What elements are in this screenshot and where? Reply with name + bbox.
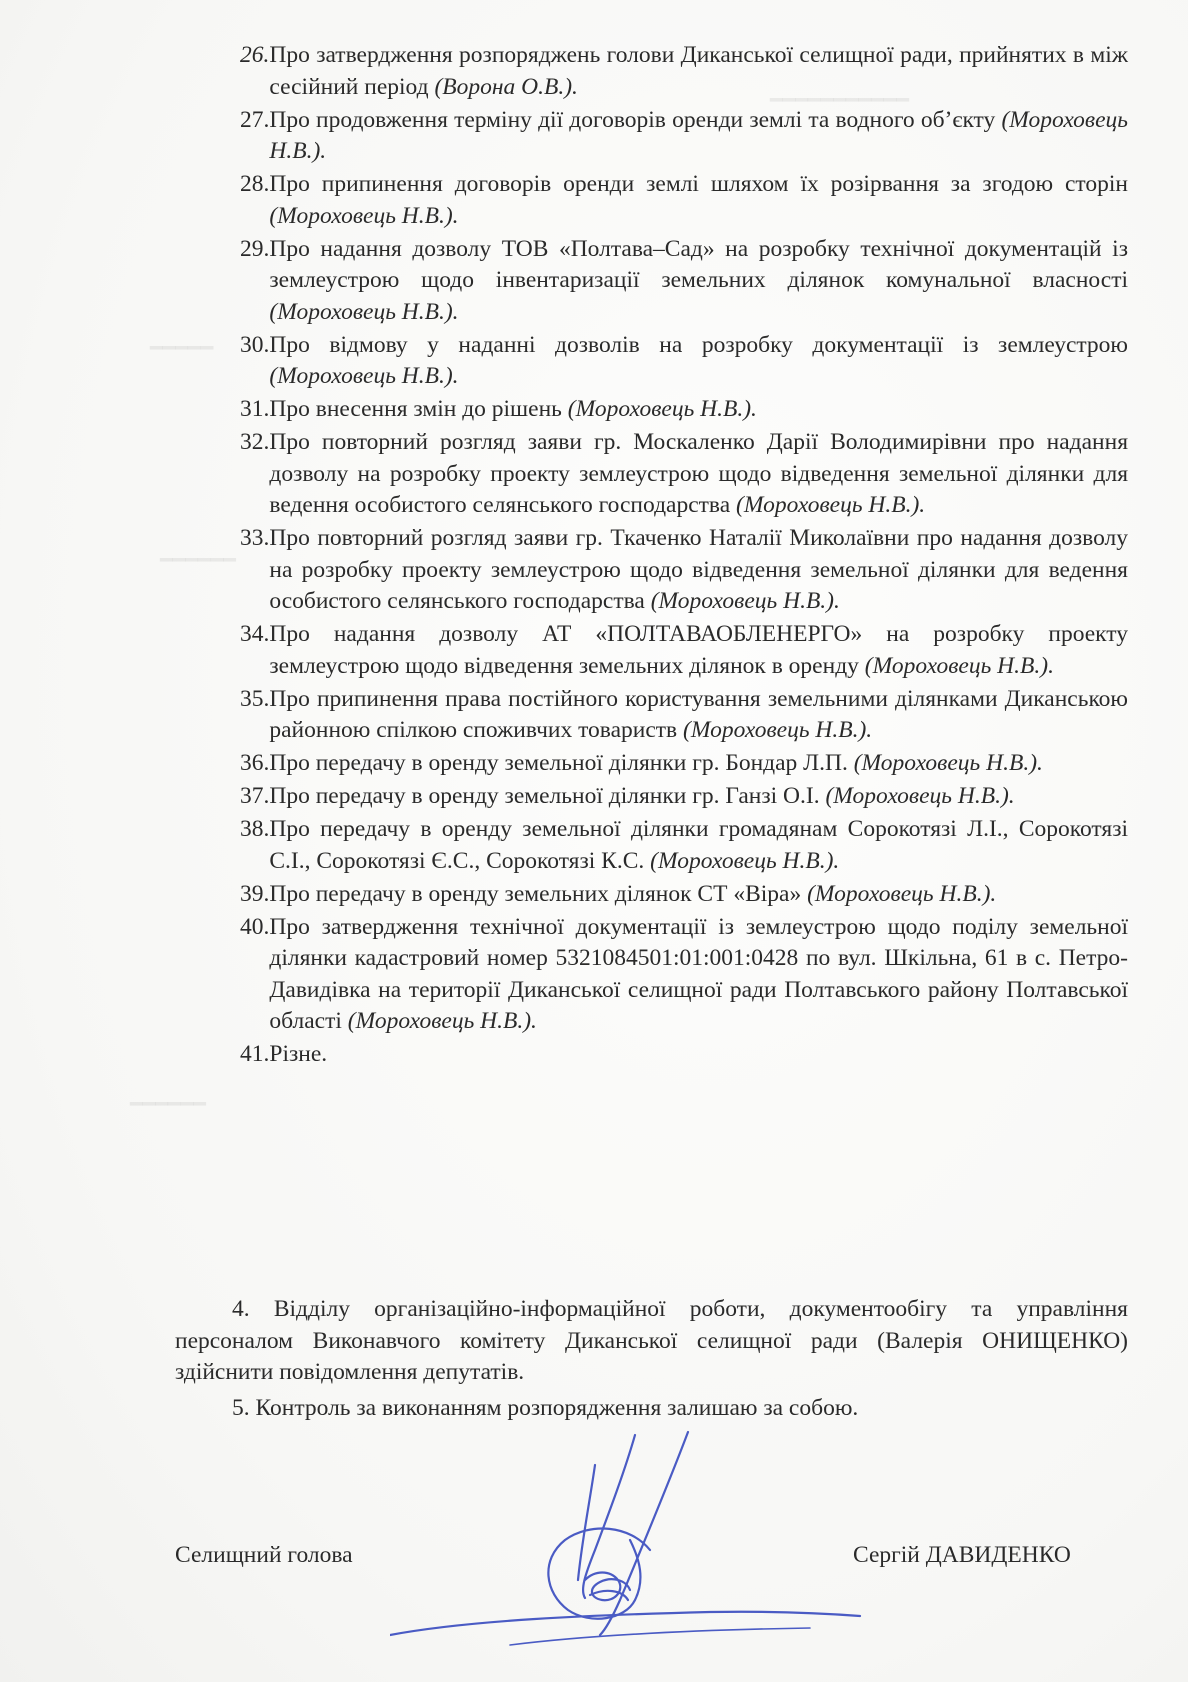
agenda-item-title: Про припинення права постійного користування земельними ділянками Диканською районною спілкою споживчих товариств xyxy=(269,685,1128,743)
signatory-name: Сергій ДАВИДЕНКО xyxy=(853,1542,1071,1568)
agenda-item xyxy=(240,748,1128,780)
agenda-item-title: Про передачу в оренду земельних ділянок СТ «Віра» xyxy=(269,880,808,907)
agenda-item-text xyxy=(269,684,1128,747)
agenda-item-number: 26. xyxy=(240,42,270,68)
agenda-item-title: Про затвердження розпоряджень голови Диканської селищної ради, прийнятих в між сесійний період xyxy=(269,42,1128,100)
agenda-item xyxy=(240,619,1128,682)
agenda-item-title: Про внесення змін до рішень xyxy=(269,396,568,422)
agenda-item-title: Про надання дозволу ТОВ «Полтава–Сад» на розробку технічної документацій із землеустрою щодо інвентаризації земельних ділянок комунальної власності xyxy=(269,235,1128,293)
agenda-item xyxy=(240,40,1128,103)
agenda-item-number: 32. xyxy=(240,429,270,455)
agenda-item-title: Про передачу в оренду земельної ділянки гр. Бондар Л.П. xyxy=(269,750,854,776)
agenda-item-responsible: (Мороховець Н.В.). xyxy=(269,106,1128,164)
agenda-item-responsible: (Мороховець Н.В.). xyxy=(807,880,997,907)
agenda-item-responsible: (Мороховець Н.В.). xyxy=(864,652,1054,679)
agenda-item-responsible: (Мороховець Н.В.). xyxy=(269,298,459,325)
agenda-item-title: Про відмову у наданні дозволів на розробку документації із землеустрою xyxy=(269,331,1128,358)
agenda-item-responsible: (Мороховець Н.В.). xyxy=(269,363,459,389)
agenda-item-number: 39. xyxy=(240,880,270,907)
agenda-item-text xyxy=(269,748,1128,780)
agenda-item xyxy=(240,912,1128,1038)
agenda-item-number: 28. xyxy=(240,171,270,197)
agenda-item-title: Про повторний розгляд заяви гр. Ткаченко Наталії Миколаївни про надання дозволу на розробку проекту землеустрою щодо відведення земельної ділянки для ведення особистого селянського господарства xyxy=(269,525,1128,614)
agenda-item xyxy=(240,234,1128,329)
bleed-through-mark: ━━━━━━ xyxy=(160,548,236,572)
agenda-item-number: 37. xyxy=(240,783,270,809)
agenda-item xyxy=(240,684,1128,747)
bleed-through-mark: ━━━━━ xyxy=(150,336,214,360)
agenda-item-title: Різне. xyxy=(269,1041,328,1067)
agenda-item-text xyxy=(269,879,1128,911)
agenda-item xyxy=(240,879,1128,911)
agenda-item-responsible: (Мороховець Н.В.). xyxy=(825,783,1015,809)
agenda-item-text xyxy=(269,40,1128,103)
agenda-item-responsible: (Мороховець Н.В.). xyxy=(347,1008,537,1034)
agenda-item-responsible: (Ворона О.В.). xyxy=(434,73,578,100)
agenda-item-responsible: (Мороховець Н.В.). xyxy=(683,717,873,743)
agenda-item-responsible: (Мороховець Н.В.). xyxy=(650,847,840,874)
agenda-item-number: 27. xyxy=(240,106,270,133)
agenda-item-text xyxy=(269,781,1128,813)
agenda-item xyxy=(240,814,1128,877)
agenda-item-text xyxy=(269,330,1128,393)
agenda-item-text xyxy=(269,234,1128,329)
bleed-through-mark: ━━━━━━━━━━━ xyxy=(770,88,910,112)
agenda-item-number: 29. xyxy=(240,235,270,262)
paragraph-5 xyxy=(175,1393,1128,1425)
handwritten-signature xyxy=(390,1430,910,1660)
agenda-item xyxy=(240,1039,1128,1071)
agenda-item-text xyxy=(269,1039,1128,1071)
agenda-item-text xyxy=(269,394,1128,426)
agenda-item xyxy=(240,394,1128,426)
agenda-item-number: 41. xyxy=(240,1041,270,1067)
agenda-item-text xyxy=(269,169,1128,232)
agenda-item-text xyxy=(269,814,1128,877)
agenda-item-responsible: (Мороховець Н.В.). xyxy=(736,492,926,518)
agenda-item-responsible: (Мороховець Н.В.). xyxy=(650,588,840,614)
agenda-item xyxy=(240,169,1128,232)
agenda-item-number: 31. xyxy=(240,396,270,422)
agenda-item-number: 33. xyxy=(240,525,270,551)
agenda-item-text xyxy=(269,912,1128,1038)
agenda-item xyxy=(240,330,1128,393)
paragraph-4-text: 4. Відділу організаційно-інформаційної роботи, документообігу та управління персоналом Виконавчого комітету Диканської селищної ради (Валерія ОНИЩЕНКО) здійснити повідомлення депутатів. xyxy=(175,1296,1128,1385)
agenda-item-number: 30. xyxy=(240,331,270,358)
bleed-through-mark: ━━━━━━ xyxy=(130,1092,206,1116)
agenda-item xyxy=(240,105,1128,168)
signatory-position: Селищний голова xyxy=(175,1542,353,1568)
agenda-item-number: 40. xyxy=(240,913,270,940)
paragraph-5-text: 5. Контроль за виконанням розпорядження залишаю за собою. xyxy=(232,1395,859,1421)
agenda-item-responsible: (Мороховець Н.В.). xyxy=(567,396,757,422)
agenda-item-number: 35. xyxy=(240,685,270,712)
agenda-item-title: Про передачу в оренду земельної ділянки гр. Ганзі О.І. xyxy=(269,783,826,809)
agenda-item-title: Про повторний розгляд заяви гр. Москаленко Дарії Володимирівни про надання дозволу на розробку проекту землеустрою щодо відведення земельної ділянки для ведення особистого селянського господарства xyxy=(269,429,1128,518)
agenda-item-number: 36. xyxy=(240,750,270,776)
agenda-item-title: Про надання дозволу АТ «ПОЛТАВАОБЛЕНЕРГО» на розробку проекту землеустрою щодо відведення земельних ділянок в оренду xyxy=(269,621,1128,679)
agenda-item-number: 34. xyxy=(240,621,270,647)
agenda-item-title: Про припинення договорів оренди землі шляхом їх розірвання за згодою сторін xyxy=(269,171,1128,197)
agenda-item-text xyxy=(269,105,1128,168)
agenda-item xyxy=(240,523,1128,618)
agenda-item-title: Про продовження терміну дії договорів оренди землі та водного об’єкту xyxy=(269,106,1002,133)
agenda-list xyxy=(240,40,1128,1072)
agenda-item-number: 38. xyxy=(240,816,270,842)
paragraph-4 xyxy=(175,1294,1128,1389)
agenda-item-responsible: (Мороховець Н.В.). xyxy=(269,202,459,229)
agenda-item-title: Про затвердження технічної документації із землеустрою щодо поділу земельної ділянки кадастровий номер 5321084501:01:001:0428 по вул. Шкільна, 61 в с. Петро-Давидівка на території Диканської селищної ради Полтавського району Полтавської області xyxy=(269,913,1128,1034)
agenda-item-title: Про передачу в оренду земельної ділянки громадянам Сорокотязі Л.І., Сорокотязі С.І., Сорокотязі Є.С., Сорокотязі К.С. xyxy=(269,816,1128,874)
agenda-item-responsible: (Мороховець Н.В.). xyxy=(853,750,1043,776)
agenda-item xyxy=(240,427,1128,522)
agenda-item-text xyxy=(269,427,1128,522)
agenda-item-text xyxy=(269,619,1128,682)
agenda-item xyxy=(240,781,1128,813)
agenda-item-text xyxy=(269,523,1128,618)
